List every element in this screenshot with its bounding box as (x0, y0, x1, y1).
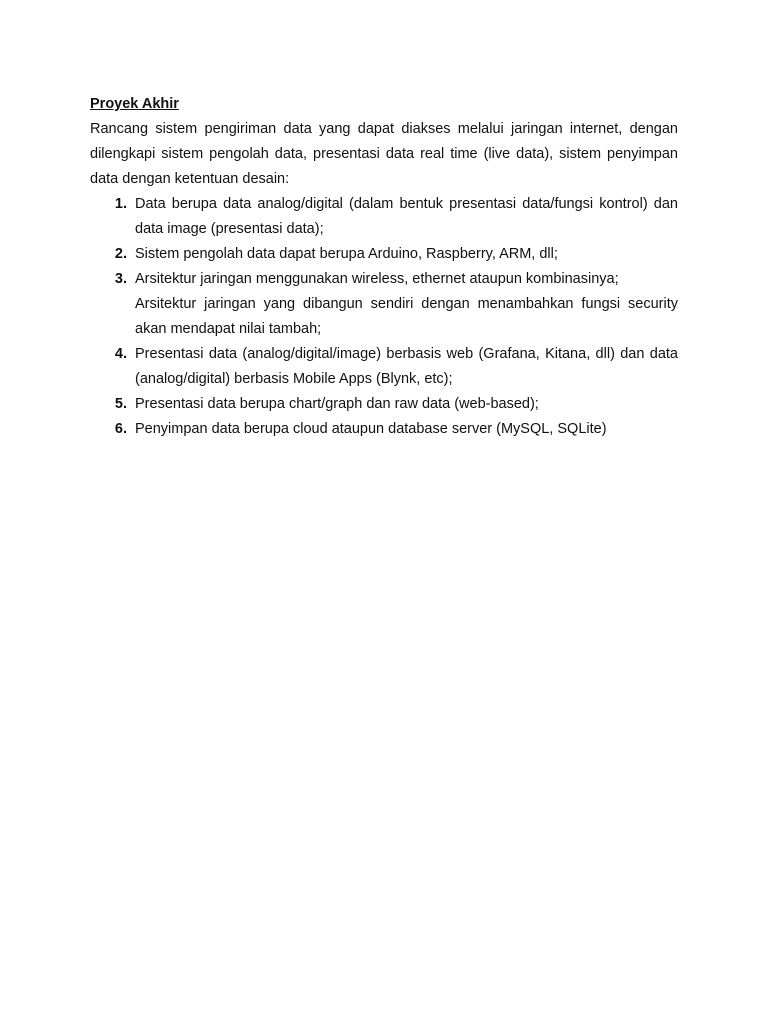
list-item-body (135, 267, 678, 342)
document-title: Proyek Akhir (90, 96, 179, 112)
list-item-number: 6. (114, 421, 127, 437)
list-item-text: Presentasi data (analog/digital/image) berbasis web (Grafana, Kitana, dll) dan data (analog/digital) berbasis Mobile Apps (Blynk, etc); (135, 346, 678, 387)
list-item-text: Arsitektur jaringan menggunakan wireless, ethernet ataupun kombinasinya; (135, 271, 619, 287)
list-item-body (135, 417, 678, 442)
list-item-number: 1. (114, 196, 127, 212)
list-item-body (135, 392, 678, 417)
list-item-number: 2. (114, 246, 127, 262)
list-item (90, 417, 678, 442)
list-item (90, 192, 678, 242)
list-item-body (135, 242, 678, 267)
list-item (90, 392, 678, 417)
list-item-number: 4. (114, 346, 127, 362)
list-item-number: 5. (114, 396, 127, 412)
list-item-text: Presentasi data berupa chart/graph dan raw data (web-based); (135, 396, 539, 412)
list-item-number: 3. (114, 271, 127, 287)
list-item-body (135, 192, 678, 242)
list-item-text-continued: Arsitektur jaringan yang dibangun sendiri dengan menambahkan fungsi security akan mendapat nilai tambah; (135, 296, 678, 337)
list-item (90, 342, 678, 392)
list-item-text: Sistem pengolah data dapat berupa Arduino, Raspberry, ARM, dll; (135, 246, 558, 262)
document-page (90, 92, 678, 442)
requirements-list (90, 192, 678, 442)
list-item-text: Data berupa data analog/digital (dalam bentuk presentasi data/fungsi kontrol) dan data image (presentasi data); (135, 196, 678, 237)
list-item-text: Penyimpan data berupa cloud ataupun database server (MySQL, SQLite) (135, 421, 607, 437)
intro-paragraph: Rancang sistem pengiriman data yang dapat diakses melalui jaringan internet, dengan dilengkapi sistem pengolah data, presentasi data real time (live data), sistem penyimpan data dengan ketentuan desain: (90, 121, 678, 187)
list-item (90, 267, 678, 342)
list-item (90, 242, 678, 267)
list-item-body (135, 342, 678, 392)
